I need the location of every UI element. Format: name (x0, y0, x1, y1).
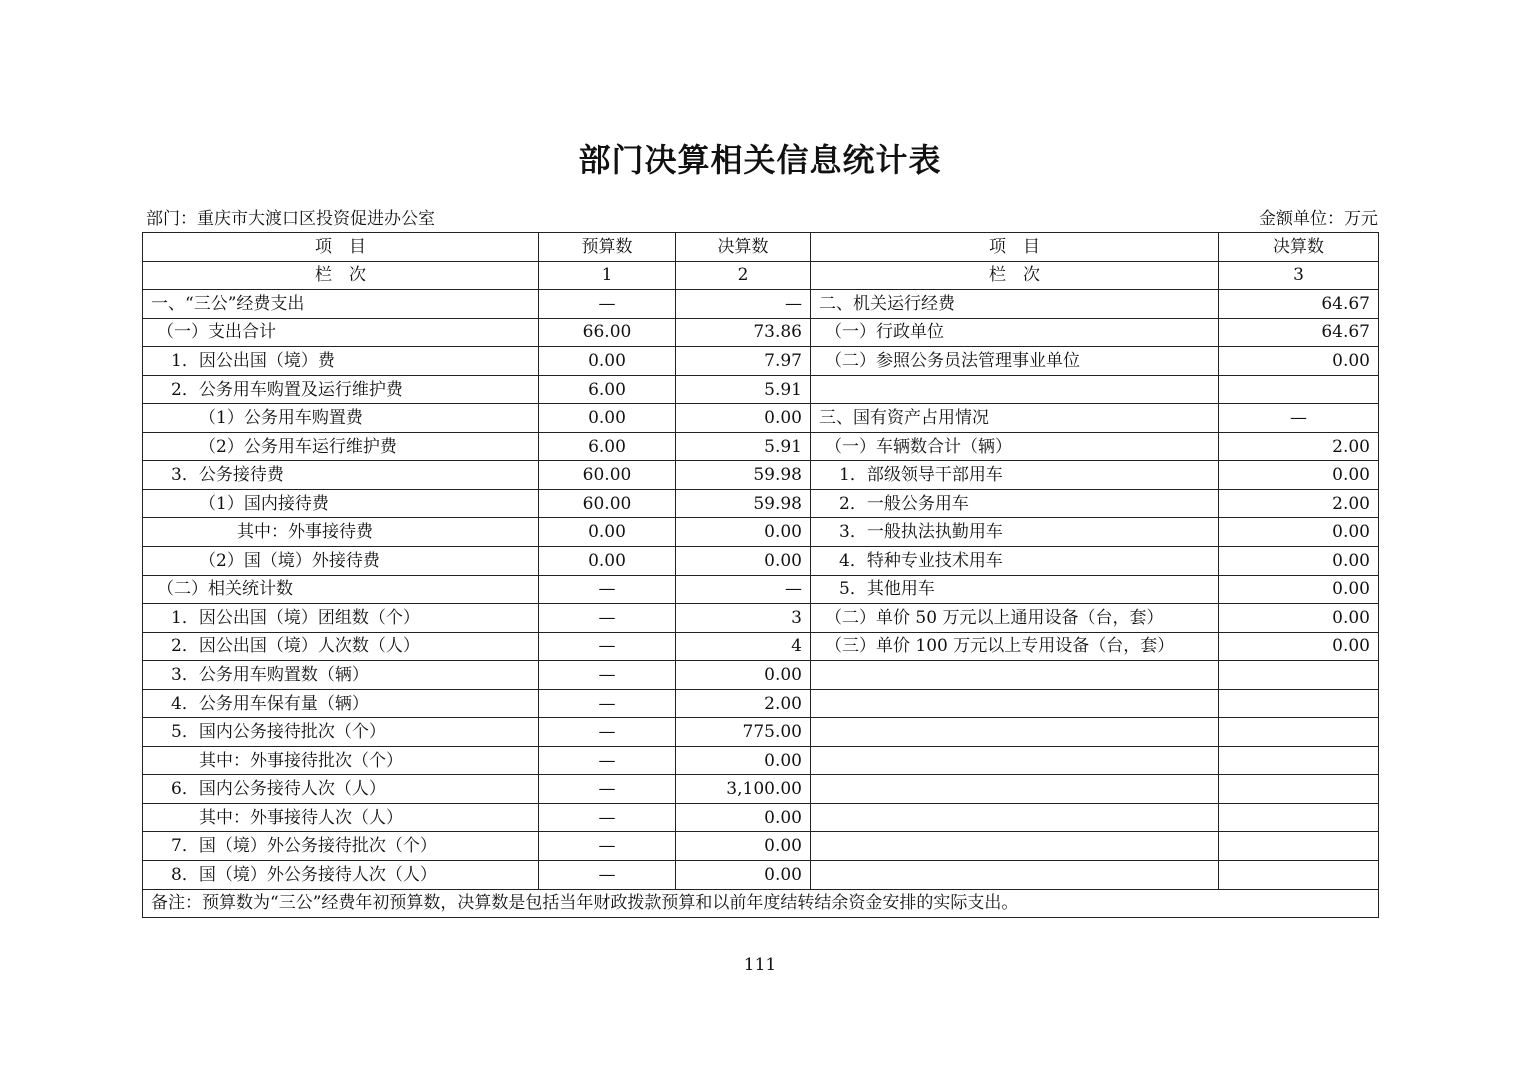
department-label: 部门：重庆市大渡口区投资促进办公室 (146, 209, 435, 229)
row-item: 1．因公出国（境）团组数（个） (143, 604, 539, 633)
header-item-right: 项 目 (811, 233, 1219, 262)
row-final: 0.00 (676, 661, 811, 690)
table-row (143, 661, 1379, 690)
row-item: 其中：外事接待批次（个） (143, 746, 539, 775)
table-body (143, 233, 1379, 918)
table-row (143, 718, 1379, 747)
row-budget: 6.00 (539, 375, 676, 404)
row-item: 3．公务用车购置数（辆） (143, 661, 539, 690)
row-item: （1）公务用车购置费 (143, 404, 539, 433)
row-item-right (811, 861, 1219, 890)
row-item-right (811, 689, 1219, 718)
row-final: 3 (676, 604, 811, 633)
row-final: 775.00 (676, 718, 811, 747)
header-budget: 预算数 (539, 233, 676, 262)
row-item: （一）支出合计 (143, 318, 539, 347)
row-item-right: 4．特种专业技术用车 (811, 547, 1219, 576)
table-row (143, 832, 1379, 861)
table-row (143, 347, 1379, 376)
row-item-right: （三）单价 100 万元以上专用设备（台，套） (811, 632, 1219, 661)
row-budget: 6.00 (539, 432, 676, 461)
row-budget: — (539, 861, 676, 890)
row-final-right: 0.00 (1219, 632, 1379, 661)
row-final: 73.86 (676, 318, 811, 347)
row-item: 2．因公出国（境）人次数（人） (143, 632, 539, 661)
row-item-right: 三、国有资产占用情况 (811, 404, 1219, 433)
row-item-right: （一）车辆数合计（辆） (811, 432, 1219, 461)
row-final-right: 0.00 (1219, 604, 1379, 633)
column-label-right: 栏 次 (811, 261, 1219, 290)
row-final: 0.00 (676, 404, 811, 433)
row-final-right: 2.00 (1219, 432, 1379, 461)
row-budget: — (539, 718, 676, 747)
row-item: 6．国内公务接待人次（人） (143, 775, 539, 804)
row-final-right: 0.00 (1219, 575, 1379, 604)
row-final: — (676, 575, 811, 604)
row-final: 7.97 (676, 347, 811, 376)
row-item: 7．国（境）外公务接待批次（个） (143, 832, 539, 861)
row-budget: 0.00 (539, 518, 676, 547)
header-row (143, 233, 1379, 262)
row-final: 4 (676, 632, 811, 661)
table-row (143, 318, 1379, 347)
page-title: 部门决算相关信息统计表 (578, 141, 942, 179)
row-item-right (811, 746, 1219, 775)
row-item: （2）公务用车运行维护费 (143, 432, 539, 461)
note-text: 备注：预算数为“三公”经费年初预算数，决算数是包括当年财政拨款预算和以前年度结转结余资金安排的实际支出。 (143, 889, 1379, 918)
row-final-right (1219, 832, 1379, 861)
row-budget: — (539, 290, 676, 319)
row-item-right: （二）单价 50 万元以上通用设备（台，套） (811, 604, 1219, 633)
row-final-right (1219, 661, 1379, 690)
table-row (143, 689, 1379, 718)
row-final: 59.98 (676, 461, 811, 490)
row-item-right (811, 803, 1219, 832)
row-budget: — (539, 604, 676, 633)
column-number-row (143, 261, 1379, 290)
row-final: — (676, 290, 811, 319)
row-final: 3,100.00 (676, 775, 811, 804)
row-final: 2.00 (676, 689, 811, 718)
table-row (143, 632, 1379, 661)
row-final: 59.98 (676, 489, 811, 518)
row-final: 0.00 (676, 832, 811, 861)
row-item: （2）国（境）外接待费 (143, 547, 539, 576)
row-budget: — (539, 661, 676, 690)
table-row (143, 290, 1379, 319)
row-item: 2．公务用车购置及运行维护费 (143, 375, 539, 404)
page-number: 111 (743, 955, 777, 975)
row-final: 0.00 (676, 518, 811, 547)
table-row (143, 575, 1379, 604)
row-final-right: — (1219, 404, 1379, 433)
table-row (143, 775, 1379, 804)
row-budget: 0.00 (539, 347, 676, 376)
row-item-right: 3．一般执法执勤用车 (811, 518, 1219, 547)
row-budget: 66.00 (539, 318, 676, 347)
row-final: 0.00 (676, 746, 811, 775)
row-budget: — (539, 632, 676, 661)
row-item: （二）相关统计数 (143, 575, 539, 604)
row-item-right: 5．其他用车 (811, 575, 1219, 604)
table-row (143, 803, 1379, 832)
row-item-right: （二）参照公务员法管理事业单位 (811, 347, 1219, 376)
row-item: 8．国（境）外公务接待人次（人） (143, 861, 539, 890)
row-item-right (811, 718, 1219, 747)
row-budget: — (539, 832, 676, 861)
row-final: 5.91 (676, 432, 811, 461)
row-item-right (811, 832, 1219, 861)
header-final-right: 决算数 (1219, 233, 1379, 262)
row-item: 其中：外事接待人次（人） (143, 803, 539, 832)
column-number-2: 2 (676, 261, 811, 290)
row-item: （1）国内接待费 (143, 489, 539, 518)
header-final: 决算数 (676, 233, 811, 262)
row-final-right: 64.67 (1219, 290, 1379, 319)
table-row (143, 375, 1379, 404)
row-item-right: 1．部级领导干部用车 (811, 461, 1219, 490)
note-row (143, 889, 1379, 918)
row-final: 0.00 (676, 861, 811, 890)
row-budget: 60.00 (539, 489, 676, 518)
row-final-right (1219, 746, 1379, 775)
column-number-1: 1 (539, 261, 676, 290)
row-final-right: 2.00 (1219, 489, 1379, 518)
row-final-right: 0.00 (1219, 518, 1379, 547)
row-final-right (1219, 689, 1379, 718)
row-final-right: 0.00 (1219, 461, 1379, 490)
row-item: 4．公务用车保有量（辆） (143, 689, 539, 718)
row-budget: — (539, 575, 676, 604)
table-row (143, 432, 1379, 461)
row-budget: 0.00 (539, 404, 676, 433)
table-row (143, 547, 1379, 576)
row-budget: 60.00 (539, 461, 676, 490)
row-final-right: 0.00 (1219, 547, 1379, 576)
table-meta (146, 206, 1378, 232)
row-final-right: 64.67 (1219, 318, 1379, 347)
row-final-right (1219, 375, 1379, 404)
row-final-right (1219, 861, 1379, 890)
row-budget: — (539, 803, 676, 832)
row-final: 0.00 (676, 547, 811, 576)
table-row (143, 604, 1379, 633)
row-item-right: 2．一般公务用车 (811, 489, 1219, 518)
row-budget: — (539, 746, 676, 775)
row-final: 0.00 (676, 803, 811, 832)
row-item: 3．公务接待费 (143, 461, 539, 490)
row-item: 一、“三公”经费支出 (143, 290, 539, 319)
column-number-3: 3 (1219, 261, 1379, 290)
row-budget: — (539, 775, 676, 804)
row-item: 5．国内公务接待批次（个） (143, 718, 539, 747)
row-item: 其中：外事接待费 (143, 518, 539, 547)
row-final-right (1219, 718, 1379, 747)
table-row (143, 461, 1379, 490)
statistics-table (142, 232, 1379, 918)
row-final: 5.91 (676, 375, 811, 404)
row-final-right: 0.00 (1219, 347, 1379, 376)
row-item-right (811, 661, 1219, 690)
row-item-right (811, 375, 1219, 404)
row-final-right (1219, 803, 1379, 832)
row-item-right: （一）行政单位 (811, 318, 1219, 347)
row-item-right: 二、机关运行经费 (811, 290, 1219, 319)
column-label: 栏 次 (143, 261, 539, 290)
row-item: 1．因公出国（境）费 (143, 347, 539, 376)
unit-label: 金额单位：万元 (1259, 209, 1378, 229)
row-budget: — (539, 689, 676, 718)
header-item: 项 目 (143, 233, 539, 262)
table-row (143, 489, 1379, 518)
table-row (143, 746, 1379, 775)
table-row (143, 518, 1379, 547)
row-budget: 0.00 (539, 547, 676, 576)
table-row (143, 861, 1379, 890)
table-row (143, 404, 1379, 433)
row-final-right (1219, 775, 1379, 804)
row-item-right (811, 775, 1219, 804)
